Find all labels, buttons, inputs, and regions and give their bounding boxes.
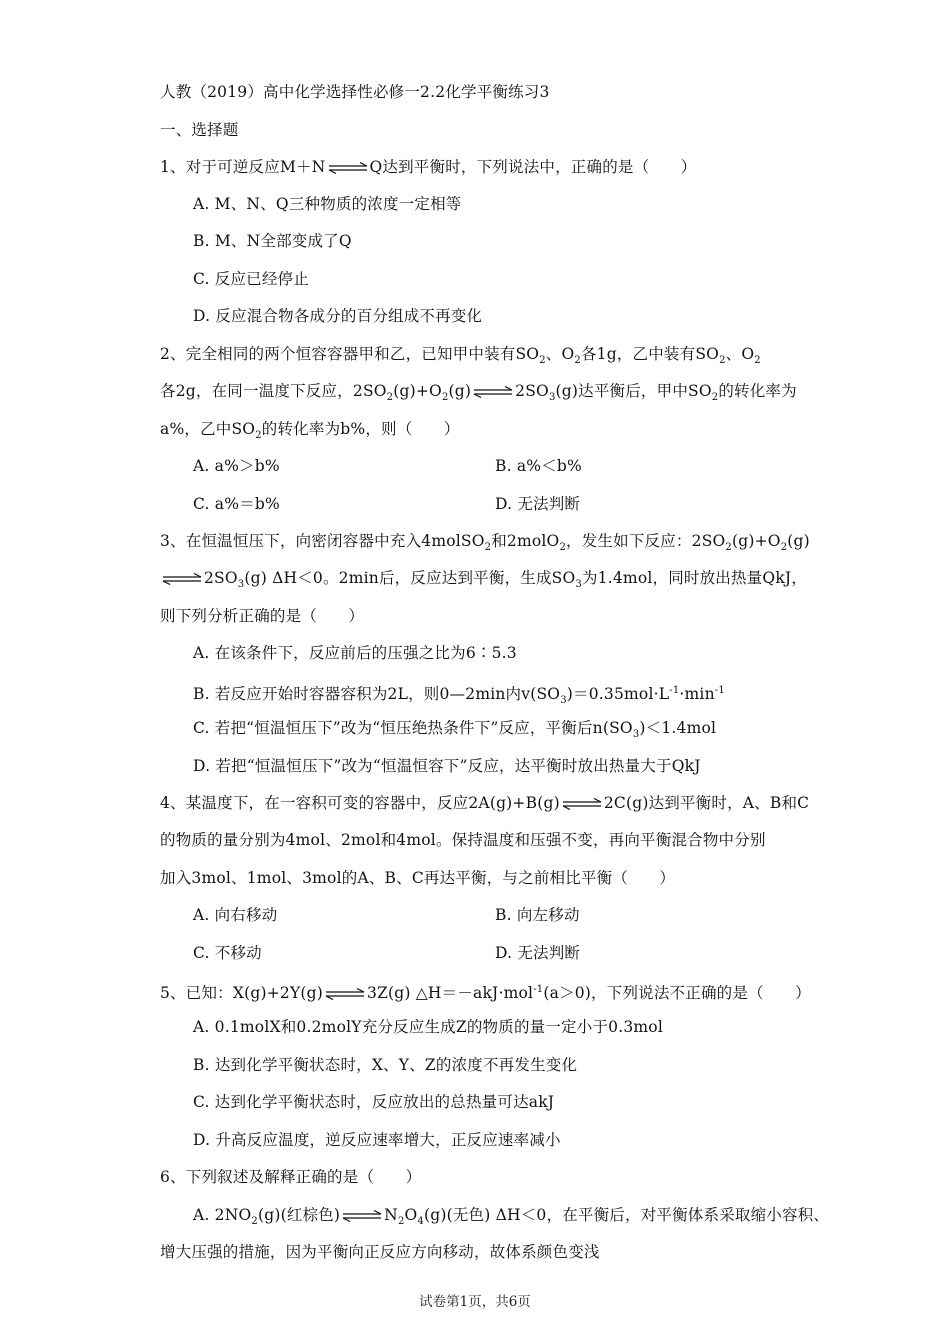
question-1-option-d[interactable]: D. 反应混合物各成分的百分组成不再变化 (193, 307, 483, 325)
question-4-option-d[interactable]: D. 无法判断 (495, 944, 581, 962)
question-4-stem-line-3: 加入3mol、1mol、3mol的A、B、C再达平衡，与之前相比平衡（ ） (160, 869, 676, 887)
question-3-option-b[interactable]: B. 若反应开始时容器容积为2L，则0—2min内$v(SO_3)=0.35mol\cdot L^{-1}\cdot\min^{-1}$ (193, 685, 725, 707)
question-1-stem: 1、对于可逆反应M＋N Q达到平衡时，下列说法中，正确的是（ ） (160, 158, 697, 176)
document-title: 人教（2019）高中化学选择性必修一2.2化学平衡练习3 (160, 83, 550, 101)
equilibrium-arrow-icon (327, 162, 369, 174)
question-3-stem-line-1: 3、在恒温恒压下，向密闭容器中充入4molSO$_2$和2molO$_2$，发生如下反应：$2SO_2(g)+O_2(g)$ (160, 532, 810, 553)
question-4-option-a[interactable]: A. 向右移动 (193, 906, 278, 924)
question-6-stem: 6、下列叙述及解释正确的是（ ） (160, 1168, 422, 1186)
question-3-option-d[interactable]: D. 若把“恒温恒压下”改为“恒温恒容下”反应，达平衡时放出热量大于QkJ (193, 757, 701, 775)
equilibrium-arrow-icon (324, 988, 366, 1000)
question-4-stem-line-2: 的物质的量分别为4mol、2mol和4mol。保持温度和压强不变，再向平衡混合物中分别 (160, 831, 766, 849)
question-5-option-c[interactable]: C. 达到化学平衡状态时，反应放出的总热量可达akJ (193, 1093, 555, 1111)
question-2-option-b[interactable]: B. a%＜b% (495, 457, 582, 475)
question-2-option-c[interactable]: C. a%＝b% (193, 495, 280, 513)
question-5-stem: 5、已知：X(g)+2Y(g) 3Z(g) △H＝－akJ·mol$^{-1}$(a＞0)，下列说法不正确的是（ ） (160, 984, 811, 1003)
question-2-stem-line-2: 各2g，在同一温度下反应，$2SO_2(g)+O_2(g)$ $2SO_3(g)$达平衡后，甲中$SO_2$的转化率为 (160, 382, 797, 403)
equilibrium-arrow-icon (561, 798, 603, 810)
question-1-option-a[interactable]: A. M、N、Q三种物质的浓度一定相等 (193, 195, 462, 213)
question-3-stem-line-2: $2SO_3(g)$ ΔH＜0。2min后，反应达到平衡，生成$SO_3$为1.4mol，同时放出热量QkJ， (160, 568, 807, 588)
question-6-option-a-continued: 增大压强的措施，因为平衡向正反应方向移动，故体系颜色变浅 (160, 1243, 600, 1261)
question-5-option-a[interactable]: A. 0.1molX和0.2molY充分反应生成Z的物质的量一定小于0.3mol (193, 1018, 663, 1036)
question-5-option-b[interactable]: B. 达到化学平衡状态时，X、Y、Z的浓度不再发生变化 (193, 1056, 578, 1074)
question-2-stem-line-3: a%，乙中$SO_2$的转化率为b%，则（ ） (160, 420, 460, 441)
question-2-option-a[interactable]: A. a%＞b% (193, 457, 280, 475)
question-3-option-c[interactable]: C. 若把“恒温恒压下”改为“恒压绝热条件下”反应，平衡后$n(SO_3)<1.4mol$ (193, 719, 717, 740)
page-footer: 试卷第1页，共6页 (419, 1294, 531, 1310)
question-2-option-d[interactable]: D. 无法判断 (495, 495, 581, 513)
equilibrium-arrow-icon (341, 1210, 383, 1222)
question-4-option-c[interactable]: C. 不移动 (193, 944, 262, 962)
equilibrium-arrow-icon (161, 573, 203, 585)
question-1-option-c[interactable]: C. 反应已经停止 (193, 270, 309, 288)
section-heading: 一、选择题 (160, 121, 239, 139)
question-5-option-d[interactable]: D. 升高反应温度，逆反应速率增大，正反应速率减小 (193, 1131, 561, 1149)
question-2-stem-line-1: 2、完全相同的两个恒容容器甲和乙，已知甲中装有$SO_2$、$O_2$各1g，乙中装有$SO_2$、$O_2$ (160, 345, 761, 366)
question-3-option-a[interactable]: A. 在该条件下，反应前后的压强之比为6∶5.3 (193, 644, 517, 662)
question-4-stem-line-1: 4、某温度下，在一容积可变的容器中，反应2A(g)+B(g) 2C(g)达到平衡时，A、B和C (160, 794, 810, 812)
question-3-stem-line-3: 则下列分析正确的是（ ） (160, 607, 365, 625)
question-4-option-b[interactable]: B. 向左移动 (495, 906, 580, 924)
question-1-option-b[interactable]: B. M、N全部变成了Q (193, 232, 352, 250)
question-6-option-a[interactable]: A. $2NO_2(g)$(红棕色) $N_2O_4(g)$(无色) ΔH＜0，在平衡后，对平衡体系采取缩小容积、 (193, 1206, 830, 1227)
equilibrium-arrow-icon (472, 386, 514, 398)
